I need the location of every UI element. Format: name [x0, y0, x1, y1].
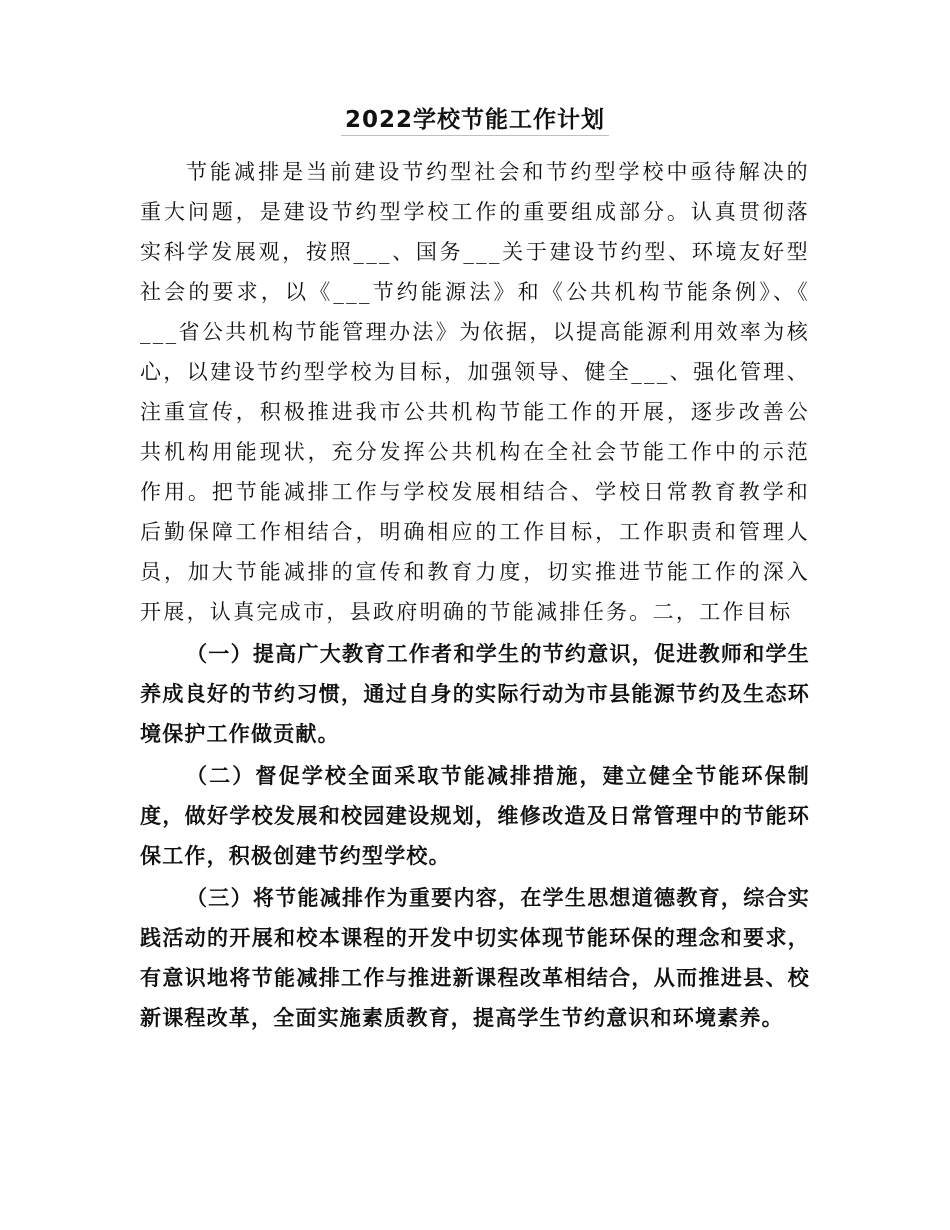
paragraph-goal-2: （二）督促学校全面采取节能减排措施，建立健全节能环保制度，做好学校发展和校园建设规划，维修改造及日常管理中的节能环保工作，积极创建节约型学校。 — [140, 763, 810, 868]
document-title-text: 2022学校节能工作计划 — [341, 107, 609, 136]
paragraph-goal-1: （一）提高广大教育工作者和学生的节约意识，促进教师和学生养成良好的节约习惯，通过自身的实际行动为市县能源节约及生态环境保护工作做贡献。 — [140, 641, 810, 746]
document-title — [0, 100, 950, 140]
paragraph-goal-3: （三）将节能减排作为重要内容，在学生思想道德教育，综合实践活动的开展和校本课程的开发中切实体现节能环保的理念和要求，有意识地将节能减排工作与推进新课程改革相结合，从而推进县、校新课程改革，全面实施素质教育，提高学生节约意识和环境素养。 — [140, 885, 810, 1030]
document-body — [140, 152, 810, 1038]
paragraph-intro: 节能减排是当前建设节约型社会和节约型学校中亟待解决的重大问题，是建设节约型学校工作的重要组成部分。认真贯彻落实科学发展观，按照___、国务___关于建设节约型、环境友好型社会的要求，以《___节约能源法》和《公共机构节能条例》、《 ___省公共机构节能管理办法》为依据，以提高能源利用效率为核心，以建设节约型学校为目标，加强领导、健全___、强化管理、注重宣传，积极推进我市公共机构节能工作的开展，逐步改善公共机构用能现状，充分发挥公共机构在全社会节能工作中的示范作用。把节能减排工作与学校发展相结合、学校日常教育教学和后勤保障工作相结合，明确相应的工作目标，工作职责和管理人员，加大节能减排的宣传和教育力度，切实推进节能工作的深入开展，认真完成市，县政府明确的节能减排任务。二，工作目标 — [140, 160, 810, 624]
